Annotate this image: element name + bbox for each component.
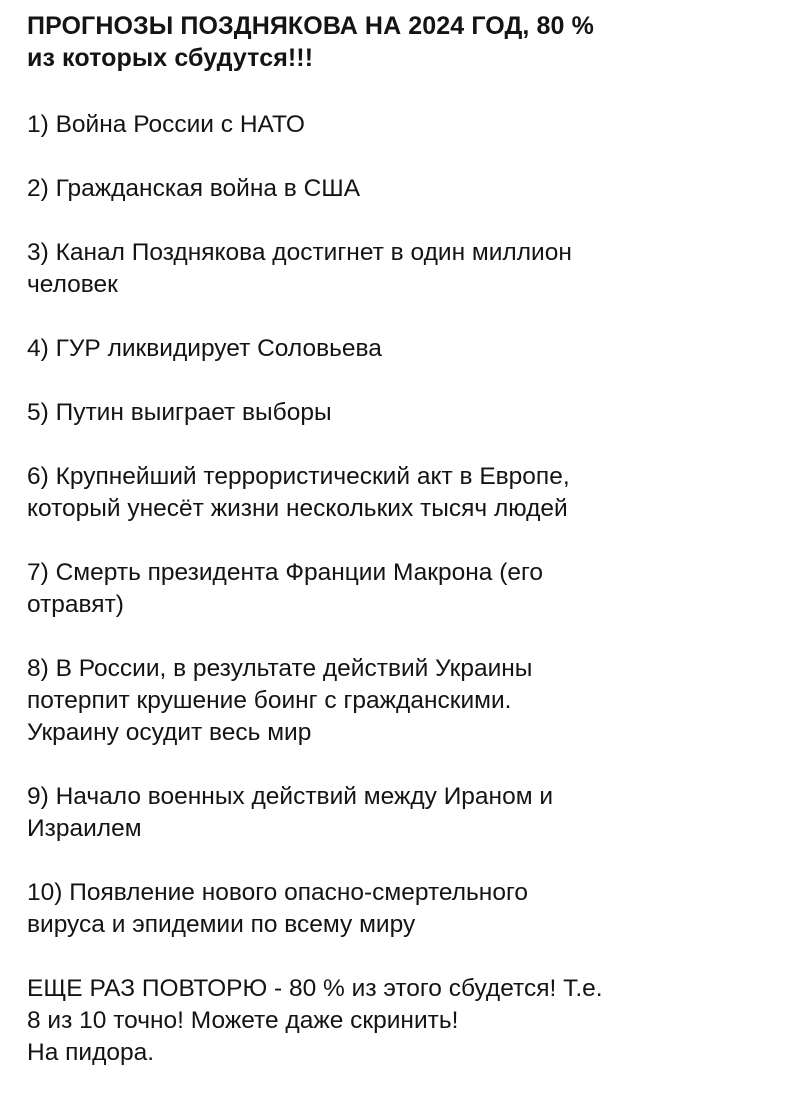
post-body (27, 10, 767, 1101)
list-item: 2) Гражданская война в США (27, 175, 361, 202)
list-item: 8) В России, в результате действий Украины потерпит крушение боинг с гражданскими. Украину осудит весь мир (27, 655, 533, 746)
post-footer: ЕЩЕ РАЗ ПОВТОРЮ - 80 % из этого сбудется! Т.е. 8 из 10 точно! Можете даже скринить! На пидора. (27, 975, 603, 1066)
list-item: 6) Крупнейший террористический акт в Европе, который унесёт жизни нескольких тысяч людей (27, 463, 570, 522)
list-item: 4) ГУР ликвидирует Соловьева (27, 335, 382, 362)
list-item: 5) Путин выиграет выборы (27, 399, 332, 426)
list-item: 1) Война России с НАТО (27, 111, 305, 138)
list-item: 9) Начало военных действий между Ираном и Израилем (27, 783, 554, 842)
list-item: 3) Канал Позднякова достигнет в один миллион человек (27, 239, 572, 298)
post-title: ПРОГНОЗЫ ПОЗДНЯКОВА НА 2024 ГОД, 80 % из которых сбудутся!!! (27, 12, 594, 72)
list-item: 10) Появление нового опасно-смертельного вируса и эпидемии по всему миру (27, 879, 528, 938)
prediction-list (27, 109, 767, 941)
list-item: 7) Смерть президента Франции Макрона (его отравят) (27, 559, 544, 618)
